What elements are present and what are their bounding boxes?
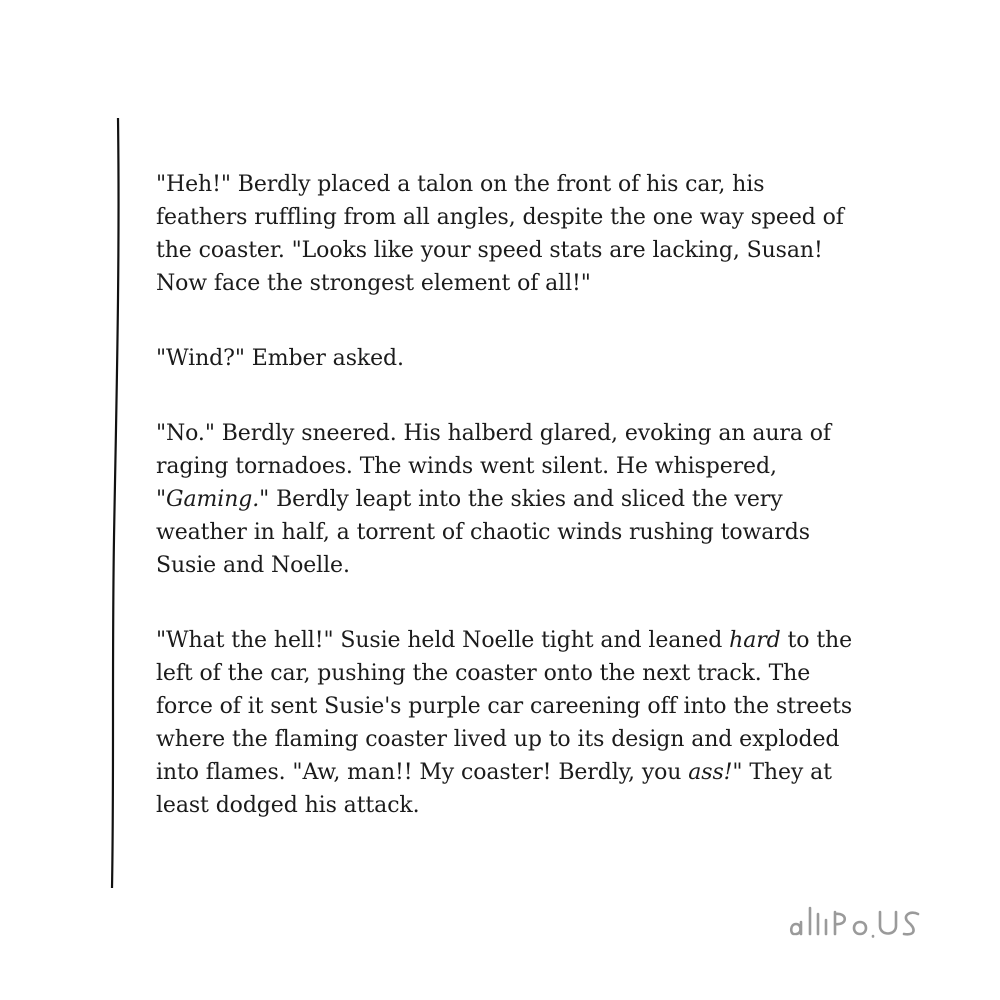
text-line: "Gaming." Berdly leapt into the skies and sliced the very <box>156 487 783 512</box>
brand-logo-mark <box>788 900 938 940</box>
text-line: into flames. "Aw, man!! My coaster! Berdly, you ass!" They at <box>156 760 832 785</box>
text-line: Now face the strongest element of all!" <box>156 271 591 296</box>
text-line: weather in half, a torrent of chaotic winds rushing towards <box>156 520 810 545</box>
paragraph-2 <box>156 342 916 375</box>
text-line: force of it sent Susie's purple car careening off into the streets <box>156 694 853 719</box>
text-line: left of the car, pushing the coaster onto the next track. The <box>156 661 811 686</box>
story-text <box>156 168 916 864</box>
text-line: "No." Berdly sneered. His halberd glared, evoking an aura of <box>156 421 831 446</box>
text-line: the coaster. "Looks like your speed stats are lacking, Susan! <box>156 238 823 263</box>
text-line: where the flaming coaster lived up to its design and exploded <box>156 727 840 752</box>
paragraph-1 <box>156 168 916 300</box>
text-line: raging tornadoes. The winds went silent. He whispered, <box>156 454 777 479</box>
paragraph-3 <box>156 417 916 582</box>
emphasis-hard: hard <box>729 628 781 653</box>
emphasis-gaming: Gaming. <box>166 487 260 512</box>
text-line: Susie and Noelle. <box>156 553 350 578</box>
text-line: "What the hell!" Susie held Noelle tight and leaned hard to the <box>156 628 853 653</box>
text-line: least dodged his attack. <box>156 793 420 818</box>
margin-rule <box>108 118 124 888</box>
brand-logo <box>788 900 938 940</box>
text-line: "Wind?" Ember asked. <box>156 346 404 371</box>
emphasis-ass: ass! <box>688 760 733 785</box>
paragraph-4 <box>156 624 916 822</box>
text-line: "Heh!" Berdly placed a talon on the front of his car, his <box>156 172 765 197</box>
text-line: feathers ruffling from all angles, despite the one way speed of <box>156 205 844 230</box>
